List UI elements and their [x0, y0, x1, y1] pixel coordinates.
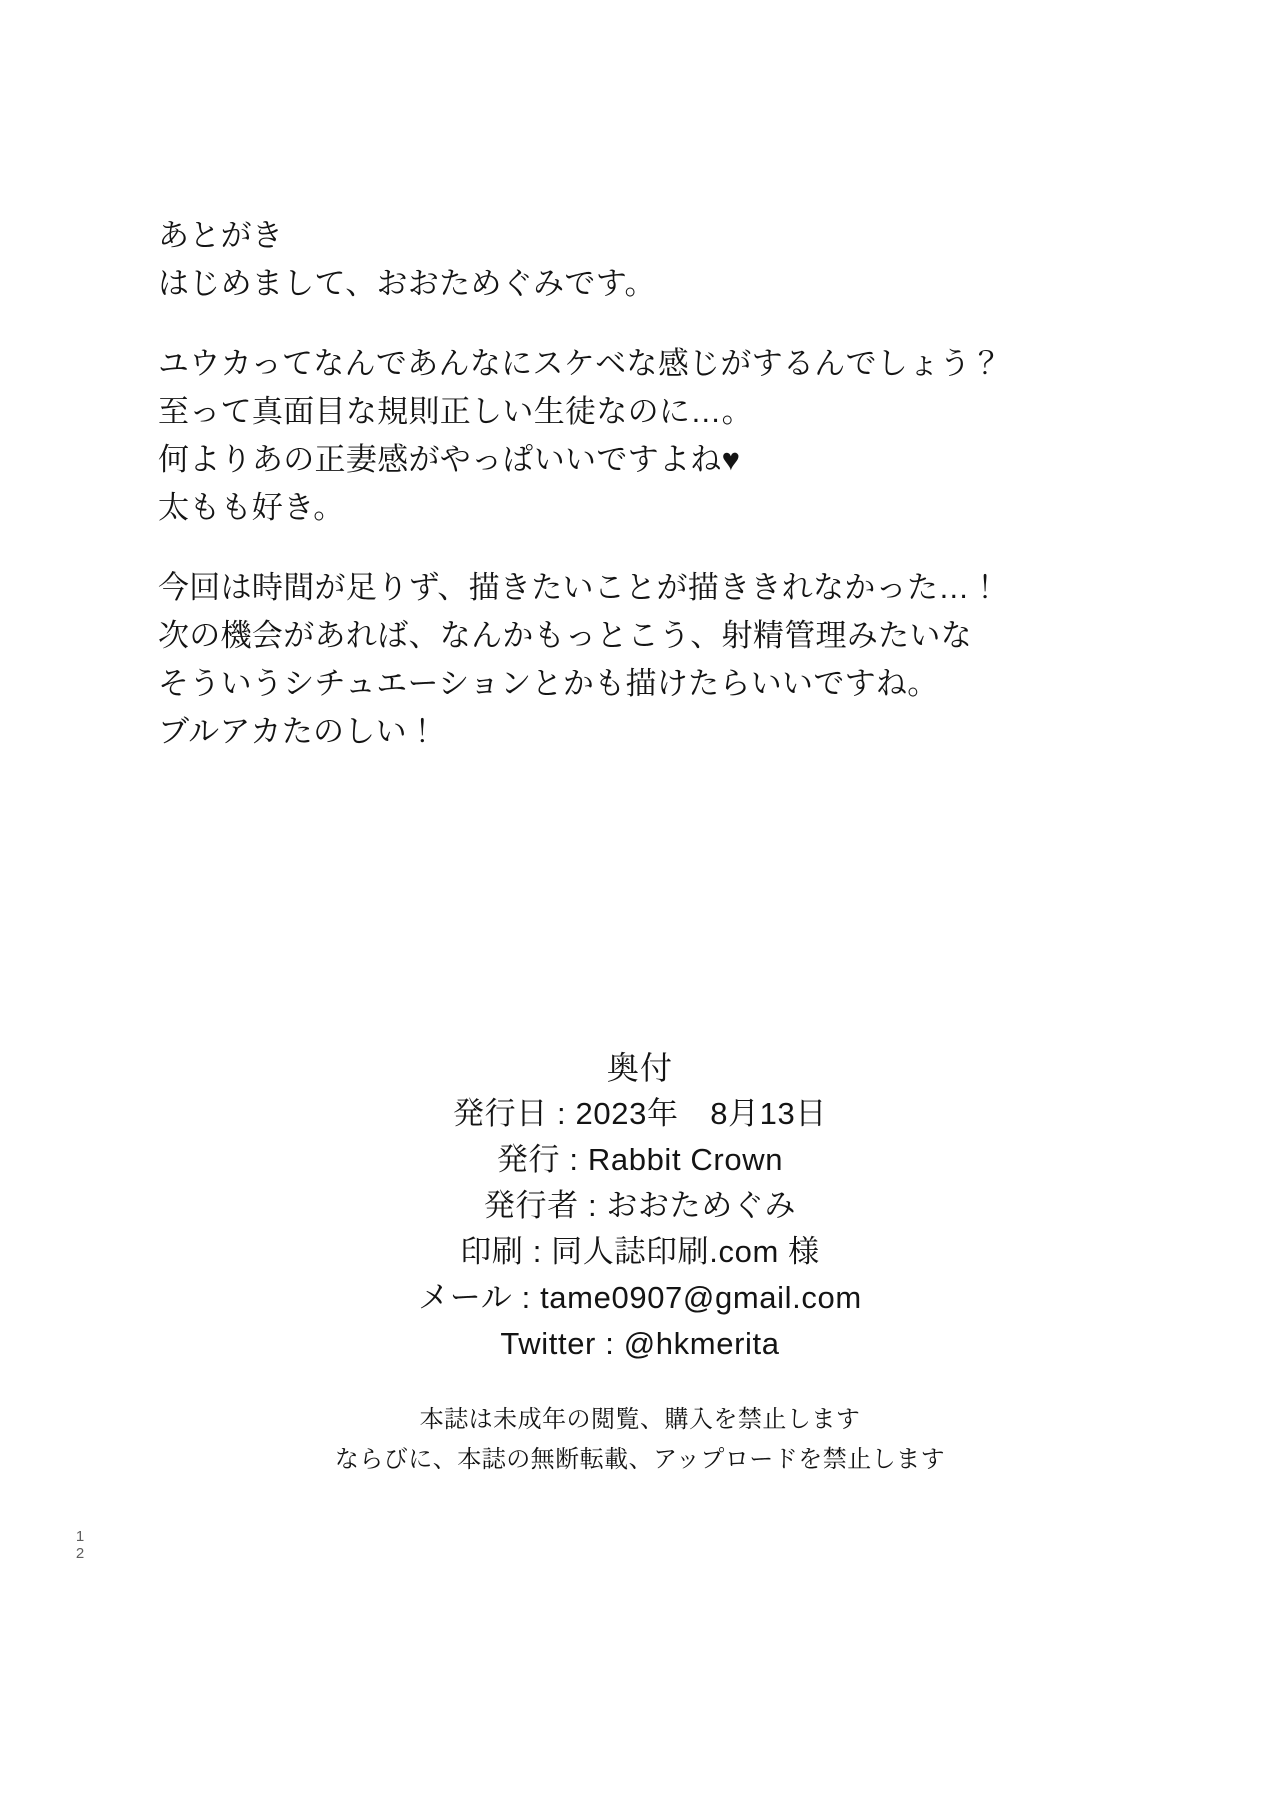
colophon-publisher: 発行 : Rabbit Crown	[496, 1142, 784, 1177]
afterword-line: 至って真面目な規則正しい生徒なのに…。	[158, 394, 753, 429]
afterword-gap	[158, 532, 1158, 564]
notice-line: 本誌は未成年の閲覧、購入を禁止します	[419, 1406, 861, 1433]
colophon-printer: 印刷 : 同人誌印刷.com 様	[460, 1234, 820, 1269]
afterword-section	[158, 212, 1158, 756]
colophon-section	[0, 1045, 1280, 1367]
afterword-line: はじめまして、おおためぐみです。	[158, 266, 656, 301]
notice-line: ならびに、本誌の無断転載、アップロードを禁止します	[334, 1446, 946, 1473]
afterword-line: そういうシチュエーションとかも描けたらいいですね。	[158, 666, 939, 701]
afterword-line: ブルアカたのしい！	[158, 714, 439, 749]
afterword-line: 今回は時間が足りず、描きたいことが描ききれなかった…！	[158, 570, 1001, 605]
afterword-gap	[158, 308, 1158, 340]
page-number	[68, 1528, 92, 1562]
legal-notice-section	[0, 1400, 1280, 1480]
colophon-twitter: Twitter : @hkmerita	[500, 1326, 780, 1361]
afterword-line: 何よりあの正妻感がやっぱいいですよね♥	[158, 442, 741, 477]
afterword-line: ユウカってなんであんなにスケベな感じがするんでしょう？	[158, 346, 1003, 381]
colophon-author: 発行者 : おおためぐみ	[483, 1188, 797, 1223]
colophon-title: 奥付	[606, 1050, 674, 1086]
page-number-digit: 2	[75, 1545, 85, 1562]
colophon-email: メール : tame0907@gmail.com	[418, 1280, 862, 1315]
afterword-line: 太もも好き。	[158, 490, 345, 525]
page-number-digit: 1	[75, 1528, 85, 1545]
afterword-heading: あとがき	[158, 218, 284, 253]
afterword-line: 次の機会があれば、なんかもっとこう、射精管理みたいな	[158, 618, 973, 653]
colophon-publish-date: 発行日 : 2023年 8月13日	[452, 1096, 828, 1131]
